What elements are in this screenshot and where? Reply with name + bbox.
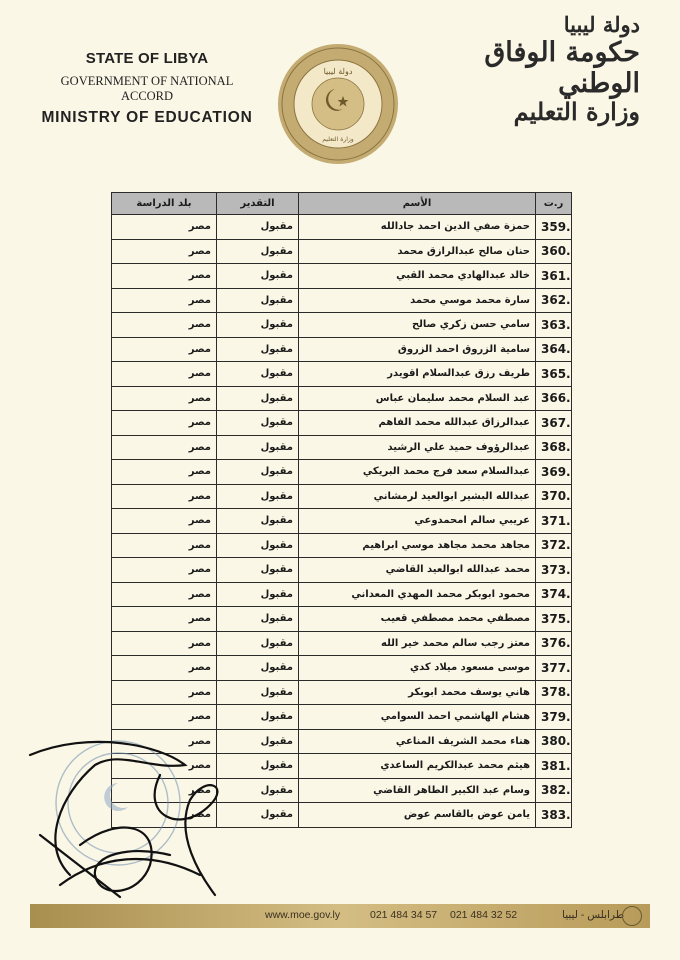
row-number: 371. [536,509,572,534]
table-row [112,313,572,338]
state-name: STATE OF LIBYA [85,50,209,67]
footer-website: www.moe.gov.ly [265,909,341,921]
footer-phone-1: 021 484 34 57 [370,909,438,921]
row-number: 375. [536,607,572,632]
row-country: مصر [112,754,217,779]
row-grade: مقبول [217,362,299,387]
row-country: مصر [112,215,217,240]
table-row [112,484,572,509]
row-grade: مقبول [217,533,299,558]
svg-text:وزارة التعليم: وزارة التعليم [322,136,354,143]
row-grade: مقبول [217,729,299,754]
row-grade: مقبول [217,754,299,779]
row-country: مصر [112,239,217,264]
row-country: مصر [112,582,217,607]
row-grade: مقبول [217,484,299,509]
row-grade: مقبول [217,582,299,607]
table-row [112,460,572,485]
row-grade: مقبول [217,264,299,289]
row-number: 360. [536,239,572,264]
ministry-logo-icon [622,906,642,926]
government-name-ar: حكومة الوفاق الوطني [484,37,640,99]
row-name: عبدالرزاق عبدالله محمد الفاهم [299,411,536,436]
table-row [112,558,572,583]
row-name: عبدالسلام سعد فرج محمد البريكي [299,460,536,485]
row-name: سارة محمد موسي محمد [299,288,536,313]
row-name: سامية الزروق احمد الزروق [299,337,536,362]
table-row [112,656,572,681]
header-name: الأسم [299,193,536,215]
row-grade: مقبول [217,680,299,705]
row-country: مصر [112,631,217,656]
english-letterhead [36,50,258,127]
row-country: مصر [112,411,217,436]
footer-city: طرابلس - ليبيا [562,909,625,921]
row-country: مصر [112,337,217,362]
table-row [112,533,572,558]
row-name: طريف رزق عبدالسلام اقويدر [299,362,536,387]
row-name: عبدالله البشير ابوالعيد لرمشاني [299,484,536,509]
row-grade: مقبول [217,288,299,313]
row-grade: مقبول [217,778,299,803]
row-number: 364. [536,337,572,362]
row-number: 370. [536,484,572,509]
row-country: مصر [112,729,217,754]
row-number: 382. [536,778,572,803]
ministry-name-ar: وزارة التعليم [513,97,640,126]
row-number: 368. [536,435,572,460]
row-grade: مقبول [217,607,299,632]
table-row [112,362,572,387]
row-name: هناء محمد الشريف المناعي [299,729,536,754]
row-number: 376. [536,631,572,656]
row-country: مصر [112,803,217,828]
footer-phone-2: 021 484 32 52 [450,909,518,921]
table-row [112,582,572,607]
row-number: 380. [536,729,572,754]
row-number: 367. [536,411,572,436]
header-country: بلد الدراسة [112,193,217,215]
row-grade: مقبول [217,411,299,436]
row-country: مصر [112,778,217,803]
table-row [112,239,572,264]
row-name: محمد عبدالله ابوالعيد القاضي [299,558,536,583]
row-name: هيثم محمد عبدالكريم الساعدي [299,754,536,779]
row-name: حمزة صفي الدين احمد جادالله [299,215,536,240]
row-grade: مقبول [217,509,299,534]
row-country: مصر [112,680,217,705]
table-row [112,680,572,705]
row-name: محمود ابوبكر محمد المهدي المعداني [299,582,536,607]
row-name: مصطفي محمد مصطفي قعيب [299,607,536,632]
header-grade: التقدير [217,193,299,215]
row-number: 374. [536,582,572,607]
row-number: 381. [536,754,572,779]
row-number: 366. [536,386,572,411]
row-country: مصر [112,264,217,289]
row-name: معتز رجب سالم محمد خير الله [299,631,536,656]
row-name: خالد عبدالهادي محمد القبي [299,264,536,289]
row-name: عبد السلام محمد سليمان عباس [299,386,536,411]
row-number: 372. [536,533,572,558]
table-row [112,435,572,460]
row-country: مصر [112,484,217,509]
row-number: 362. [536,288,572,313]
row-number: 373. [536,558,572,583]
row-name: هشام الهاشمي احمد السوامي [299,705,536,730]
row-grade: مقبول [217,239,299,264]
row-number: 379. [536,705,572,730]
row-country: مصر [112,607,217,632]
row-grade: مقبول [217,705,299,730]
row-name: يامن عوض بالقاسم عوض [299,803,536,828]
row-name: وسام عبد الكبير الطاهر القاضي [299,778,536,803]
row-grade: مقبول [217,558,299,583]
table-row [112,215,572,240]
arabic-letterhead [430,12,640,126]
row-name: هاني يوسف محمد ابوبكر [299,680,536,705]
row-grade: مقبول [217,337,299,362]
row-country: مصر [112,362,217,387]
row-name: عبدالرؤوف حميد علي الرشيد [299,435,536,460]
table-row [112,607,572,632]
row-country: مصر [112,656,217,681]
row-country: مصر [112,386,217,411]
row-grade: مقبول [217,435,299,460]
row-country: مصر [112,435,217,460]
table-row [112,337,572,362]
row-country: مصر [112,288,217,313]
row-country: مصر [112,509,217,534]
ministry-name: MINISTRY OF EDUCATION [41,109,253,126]
government-name: GOVERNMENT OF NATIONAL ACCORD [60,74,234,103]
row-number: 369. [536,460,572,485]
row-grade: مقبول [217,656,299,681]
row-name: عريبي سالم امحمدوعي [299,509,536,534]
table-row [112,411,572,436]
ministry-seal [277,43,399,165]
row-number: 378. [536,680,572,705]
row-country: مصر [112,705,217,730]
row-country: مصر [112,533,217,558]
row-grade: مقبول [217,215,299,240]
table-row [112,386,572,411]
table-row [112,288,572,313]
row-number: 377. [536,656,572,681]
row-grade: مقبول [217,460,299,485]
row-grade: مقبول [217,631,299,656]
state-name-ar: دولة ليبيا [563,12,640,37]
row-grade: مقبول [217,313,299,338]
row-name: حنان صالح عبدالرازق محمد [299,239,536,264]
row-country: مصر [112,313,217,338]
table-row [112,631,572,656]
table-row [112,509,572,534]
row-country: مصر [112,460,217,485]
row-name: موسى مسعود ميلاد كدي [299,656,536,681]
row-name: مجاهد محمد مجاهد موسي ابراهيم [299,533,536,558]
row-number: 383. [536,803,572,828]
row-grade: مقبول [217,386,299,411]
row-grade: مقبول [217,803,299,828]
row-number: 365. [536,362,572,387]
table-row [112,264,572,289]
row-country: مصر [112,558,217,583]
table-header-row [112,193,572,215]
signature-stamp [0,725,260,915]
footer-bar [30,904,650,928]
row-number: 359. [536,215,572,240]
row-number: 363. [536,313,572,338]
svg-text:دولة ليبيا: دولة ليبيا [323,67,353,76]
header-num: ر.ت [536,193,572,215]
row-number: 361. [536,264,572,289]
row-name: سامي حسن زكري صالح [299,313,536,338]
